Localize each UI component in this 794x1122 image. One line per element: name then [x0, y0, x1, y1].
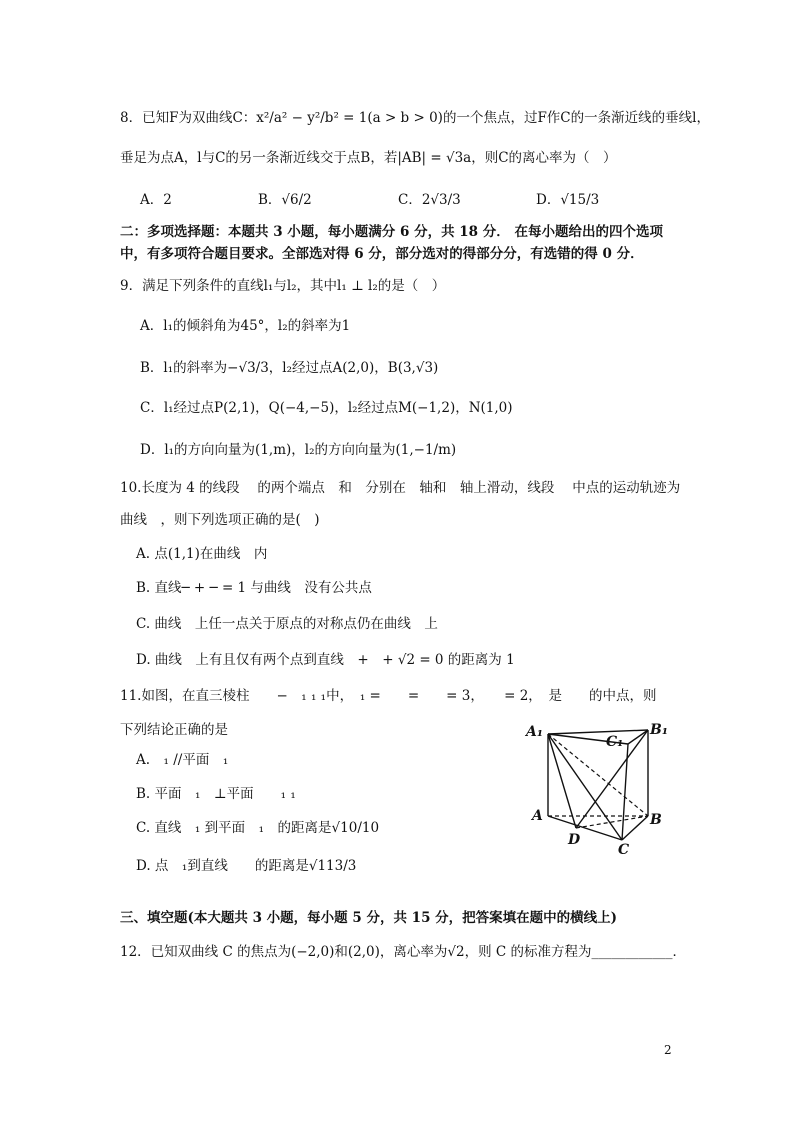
- q8-line1: 8．已知F为双曲线C：x²/a² − y²/b² = 1(a > b > 0)的一个焦点，过F作C的一条渐近线的垂线l，: [120, 110, 710, 126]
- q10-option-b: B. 直线─ + ─ = 1 与曲线 没有公共点: [136, 580, 372, 596]
- prism-figure: [520, 716, 680, 856]
- q10-line2: 曲线 ，则下列选项正确的是( ): [120, 512, 320, 528]
- q9-option-d: D．l₁的方向向量为(1,m)，l₂的方向向量为(1,−1/m): [140, 442, 457, 458]
- section2-line1: 二：多项选择题：本题共 3 小题，每小题满分 6 分，共 18 分． 在每小题给出的四个选项: [120, 224, 663, 240]
- q9-option-c: C．l₁经过点P(2,1)，Q(−4,−5)，l₂经过点M(−1,2)，N(1,0): [140, 400, 513, 416]
- q11-option-a: A. ₁ //平面 ₁: [136, 752, 229, 768]
- q8-option-b: B．√6/2: [258, 192, 312, 208]
- q12-line1: 12．已知双曲线 C 的焦点为(−2,0)和(2,0)，离心率为√2，则 C 的标准方程为____________．: [120, 944, 687, 960]
- q10-option-c: C. 曲线 上任一点关于原点的对称点仍在曲线 上: [136, 616, 438, 632]
- section3-line1: 三、填空题(本大题共 3 小题，每小题 5 分，共 15 分，把答案填在题中的横线上): [120, 910, 618, 926]
- q9-option-b: B．l₁的斜率为−√3/3，l₂经过点A(2,0)，B(3,√3): [140, 360, 439, 376]
- label-b1: B₁: [650, 722, 668, 738]
- q10-option-a: A. 点(1,1)在曲线 内: [136, 546, 268, 562]
- section2-line2: 中，有多项符合题目要求。全部选对得 6 分，部分选对的得部分分，有选错的得 0 分．: [120, 246, 644, 262]
- q11-option-d: D. 点 ₁到直线 的距离是√113/3: [136, 858, 357, 874]
- label-a1: A₁: [526, 724, 543, 740]
- q8-line2: 垂足为点A，l与C的另一条渐近线交于点B，若|AB| = √3a，则C的离心率为（ ）: [120, 150, 617, 166]
- q9-option-a: A．l₁的倾斜角为45°，l₂的斜率为1: [140, 318, 351, 334]
- q11-option-c: C. 直线 ₁ 到平面 ₁ 的距离是√10/10: [136, 820, 380, 836]
- q8-option-a: A．2: [140, 192, 172, 208]
- label-a: A: [532, 808, 543, 824]
- label-b: B: [650, 812, 662, 828]
- q11-line2: 下列结论正确的是: [120, 722, 228, 738]
- q10-option-d: D. 曲线 上有且仅有两个点到直线 + + √2 = 0 的距离为 1: [136, 652, 515, 668]
- label-c: C: [618, 842, 630, 856]
- q11-line1: 11.如图，在直三棱柱 − ₁ ₁ ₁中， ₁ = = = 3， = 2， 是 的中点，则: [120, 688, 657, 704]
- q9-stem: 9．满足下列条件的直线l₁与l₂，其中l₁ ⊥ l₂的是（ ）: [120, 278, 446, 294]
- q10-line1: 10.长度为 4 的线段 的两个端点 和 分别在 轴和 轴上滑动，线段 中点的运动轨迹为: [120, 480, 681, 496]
- q8-option-d: D．√15/3: [536, 192, 600, 208]
- q8-option-c: C．2√3/3: [398, 192, 461, 208]
- label-c1: C₁: [606, 734, 624, 750]
- page-number: 2: [664, 1043, 672, 1057]
- label-d: D: [568, 832, 581, 848]
- q11-option-b: B. 平面 ₁ ⊥平面 ₁ ₁: [136, 786, 296, 802]
